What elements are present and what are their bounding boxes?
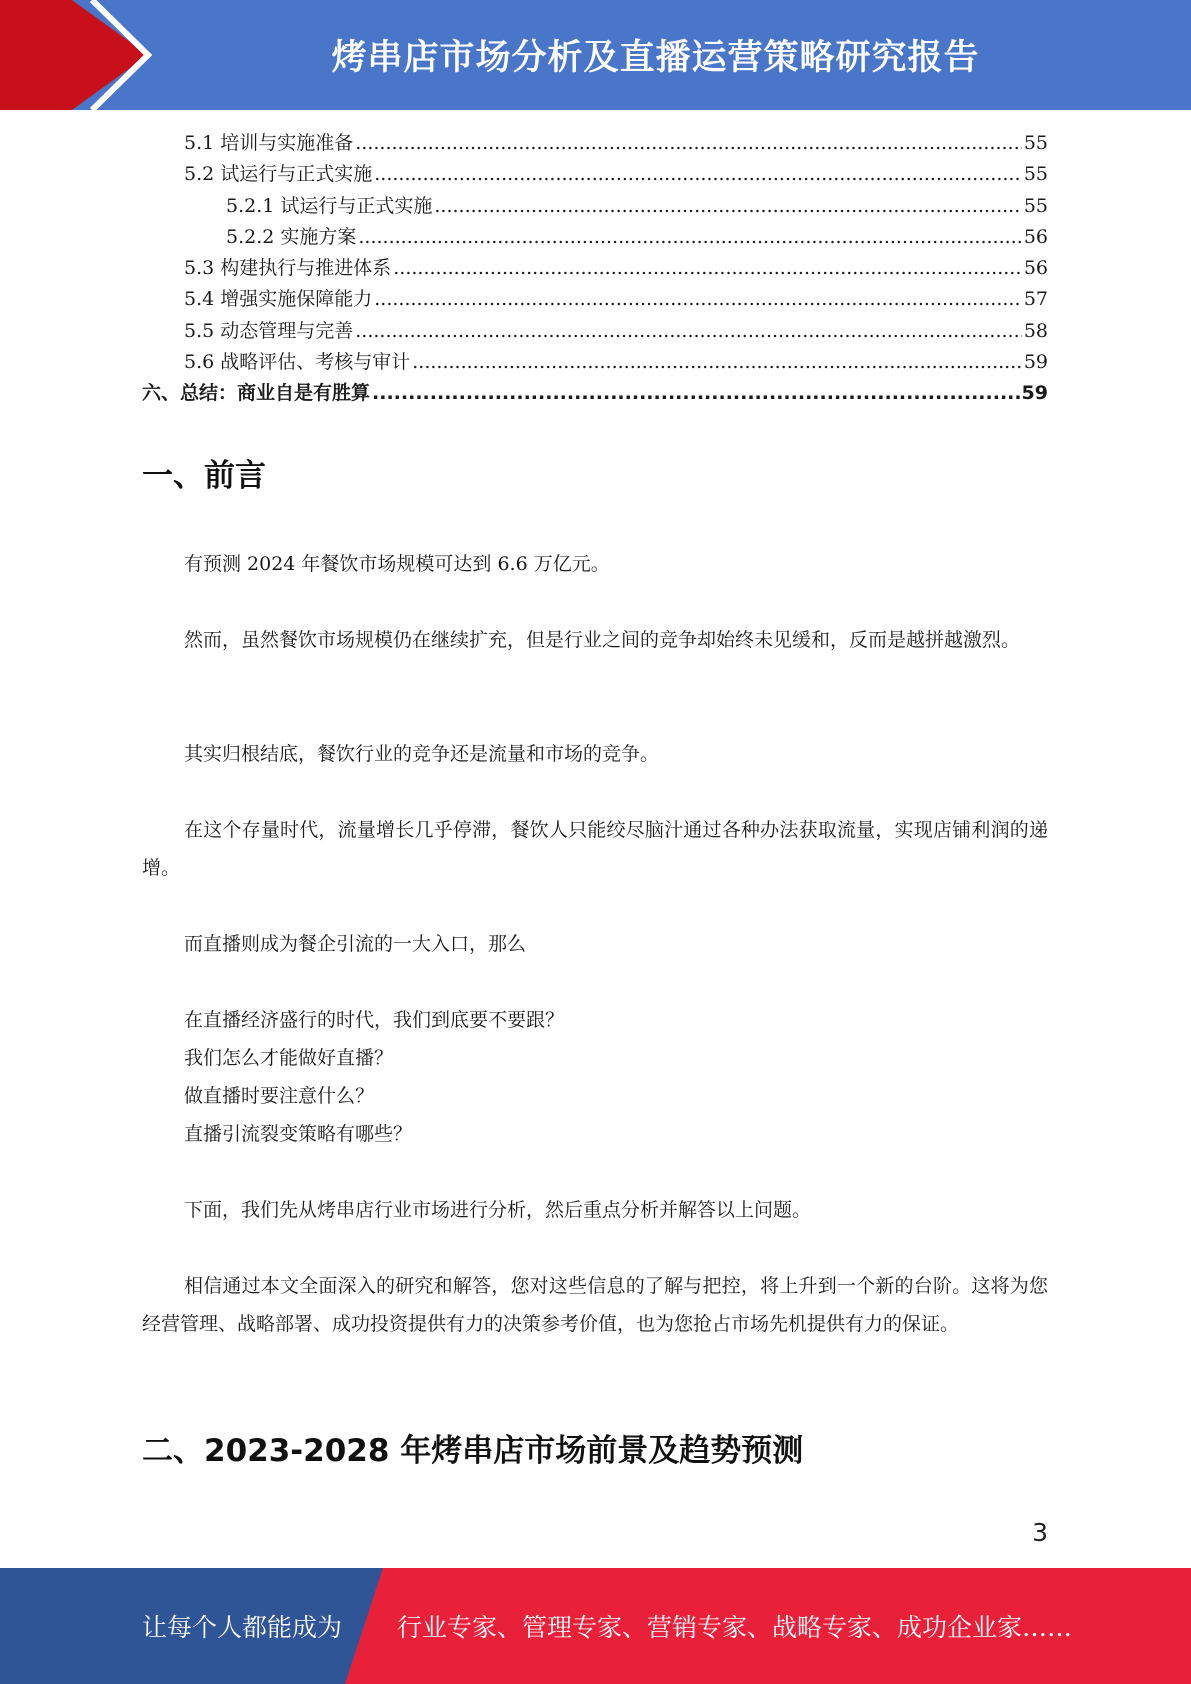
paragraph: 下面，我们先从烤串店行业市场进行分析，然后重点分析并解答以上问题。 bbox=[184, 1199, 812, 1221]
toc-entry[interactable] bbox=[142, 191, 1048, 222]
toc-entry[interactable] bbox=[142, 222, 1048, 253]
toc-entry-page: 57 bbox=[1023, 288, 1048, 311]
toc-leader-dots bbox=[355, 128, 1022, 159]
footer-slogan-right: 行业专家、管理专家、营销专家、战略专家、成功企业家…… bbox=[397, 1613, 1073, 1642]
toc-entry-label: 5.1 培训与实施准备 bbox=[184, 132, 354, 154]
toc-entry[interactable] bbox=[142, 347, 1048, 378]
toc-entry-page: 55 bbox=[1023, 194, 1048, 217]
table-of-contents bbox=[142, 128, 1048, 410]
question-line: 在直播经济盛行的时代，我们到底要不要跟？ bbox=[184, 1009, 565, 1031]
paragraph: 然而，虽然餐饮市场规模仍在继续扩充，但是行业之间的竞争却始终未见缓和，反而是越拼越激烈。 bbox=[184, 629, 1021, 651]
toc-entry-label: 5.2.1 试运行与正式实施 bbox=[226, 194, 433, 217]
paragraph: 相信通过本文全面深入的研究和解答，您对这些信息的了解与把控，将上升到一个新的台阶。这将为您经营管理、战略部署、成功投资提供有力的决策参考价值，也为您抢占市场先机提供有力的保证。 bbox=[142, 1275, 1048, 1335]
toc-leader-dots bbox=[412, 347, 1022, 378]
toc-entry-label: 六、总结：商业自是有胜算 bbox=[142, 382, 371, 405]
question-line: 做直播时要注意什么？ bbox=[184, 1085, 375, 1107]
toc-leader-dots bbox=[355, 316, 1022, 347]
footer-slogan-left: 让每个人都能成为 bbox=[142, 1613, 343, 1642]
toc-entry-page: 55 bbox=[1023, 132, 1048, 154]
toc-leader-dots bbox=[393, 253, 1022, 284]
toc-leader-dots bbox=[372, 378, 1020, 409]
red-chevron bbox=[0, 0, 148, 110]
paragraph: 在这个存量时代，流量增长几乎停滞，餐饮人只能绞尽脑汁通过各种办法获取流量，实现店铺利润的递增。 bbox=[142, 819, 1048, 879]
paragraph: 其实归根结底，餐饮行业的竞争还是流量和市场的竞争。 bbox=[184, 743, 660, 765]
toc-entry-page: 56 bbox=[1023, 257, 1048, 280]
toc-leader-dots bbox=[434, 191, 1021, 222]
page-footer bbox=[0, 1568, 1191, 1684]
toc-entry-chapter[interactable] bbox=[142, 378, 1048, 409]
toc-entry-page: 56 bbox=[1023, 225, 1048, 248]
toc-entry-label: 5.3 构建执行与推进体系 bbox=[184, 257, 392, 280]
section-heading: 二、2023-2028 年烤串店市场前景及趋势预测 bbox=[142, 1433, 804, 1469]
paragraph: 有预测 2024 年餐饮市场规模可达到 6.6 万亿元。 bbox=[184, 553, 610, 575]
toc-entry-label: 5.5 动态管理与完善 bbox=[184, 319, 354, 342]
toc-entry-label: 5.4 增强实施保障能力 bbox=[184, 288, 373, 311]
toc-entry[interactable] bbox=[142, 159, 1048, 190]
toc-leader-dots bbox=[374, 284, 1022, 315]
toc-entry-page: 59 bbox=[1021, 382, 1048, 405]
toc-entry-page: 55 bbox=[1023, 163, 1048, 186]
section-heading: 一、前言 bbox=[142, 458, 266, 494]
report-title: 烤串店市场分析及直播运营策略研究报告 bbox=[331, 38, 980, 78]
toc-entry-page: 58 bbox=[1023, 319, 1048, 342]
toc-entry-label: 5.2 试运行与正式实施 bbox=[184, 163, 373, 186]
toc-entry[interactable] bbox=[142, 316, 1048, 347]
toc-entry[interactable] bbox=[142, 253, 1048, 284]
page-header bbox=[0, 0, 1191, 110]
toc-entry-label: 5.6 战略评估、考核与审计 bbox=[184, 351, 411, 374]
toc-entry[interactable] bbox=[142, 284, 1048, 315]
toc-entry[interactable] bbox=[142, 128, 1048, 159]
paragraph: 而直播则成为餐企引流的一大入口，那么 bbox=[184, 933, 527, 955]
toc-entry-page: 59 bbox=[1023, 351, 1048, 374]
toc-entry-label: 5.2.2 实施方案 bbox=[226, 225, 357, 248]
toc-leader-dots bbox=[358, 222, 1021, 253]
toc-leader-dots bbox=[374, 159, 1022, 190]
question-line: 我们怎么才能做好直播？ bbox=[184, 1047, 394, 1069]
question-line: 直播引流裂变策略有哪些？ bbox=[184, 1123, 413, 1145]
page-number: 3 bbox=[1032, 1518, 1048, 1547]
